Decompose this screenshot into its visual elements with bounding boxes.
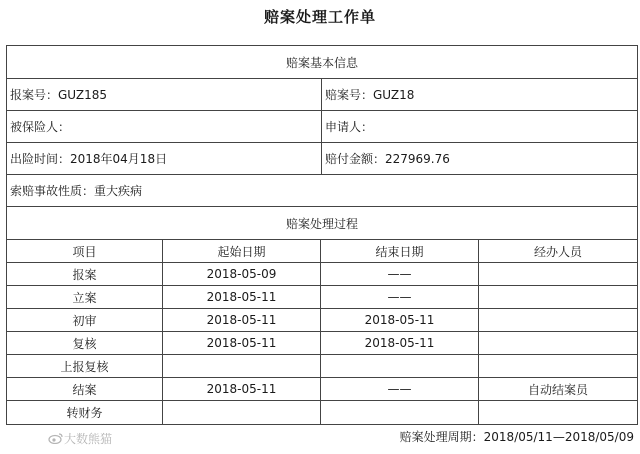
step-name: 复核 — [72, 336, 97, 351]
claim-number: 赔案号：GUZ18 — [321, 79, 637, 110]
col-header-item: 项目 — [72, 244, 97, 259]
step-name: 立案 — [72, 290, 97, 305]
step-name: 结案 — [72, 382, 97, 397]
start-date: 2018-05-11 — [162, 332, 320, 354]
page-title: 赔案处理工作单 — [263, 8, 376, 26]
handler: 自动结案员 — [478, 378, 637, 400]
claim-nature: 索赔事故性质：重大疾病 — [10, 184, 143, 198]
handler — [478, 309, 637, 331]
basic-info-section-title: 赔案基本信息 — [285, 55, 358, 70]
start-date: 2018-05-09 — [162, 263, 320, 285]
step-name: 上报复核 — [60, 359, 109, 374]
end-date: 2018-05-11 — [320, 309, 478, 331]
basic-info-header-row — [7, 46, 637, 79]
col-header-handler: 经办人员 — [478, 240, 637, 262]
table-row — [7, 378, 637, 401]
handler — [478, 355, 637, 377]
handler — [478, 332, 637, 354]
info-row-nature — [7, 175, 637, 207]
end-date: —— — [320, 378, 478, 400]
end-date: —— — [320, 286, 478, 308]
accident-time: 出险时间：2018年04月18日 — [10, 152, 168, 166]
handler — [478, 401, 637, 424]
table-row — [7, 332, 637, 355]
start-date — [162, 401, 320, 424]
start-date: 2018-05-11 — [162, 378, 320, 400]
info-row-parties — [7, 111, 637, 143]
handler — [478, 286, 637, 308]
end-date — [320, 401, 478, 424]
payout-amount: 赔付金额：227969.76 — [321, 143, 637, 174]
processing-period: 赔案处理周期：2018/05/11—2018/05/09 — [399, 430, 634, 444]
start-date — [162, 355, 320, 377]
applicant: 申请人： — [321, 111, 637, 142]
process-header-row — [7, 207, 637, 240]
start-date: 2018-05-11 — [162, 286, 320, 308]
process-column-headers — [7, 240, 637, 263]
end-date: 2018-05-11 — [320, 332, 478, 354]
weibo-icon — [48, 432, 64, 444]
handler — [478, 263, 637, 285]
watermark-text: 大数熊猫 — [64, 432, 113, 446]
col-header-end: 结束日期 — [320, 240, 478, 262]
table-row — [7, 309, 637, 332]
info-row-time-amount — [7, 143, 637, 175]
table-row — [7, 401, 637, 424]
table-row — [7, 355, 637, 378]
end-date — [320, 355, 478, 377]
process-section-title: 赔案处理过程 — [285, 216, 358, 231]
table-row — [7, 263, 637, 286]
start-date: 2018-05-11 — [162, 309, 320, 331]
step-name: 报案 — [72, 267, 97, 282]
col-header-start: 起始日期 — [162, 240, 320, 262]
watermark — [64, 430, 112, 447]
insured-person: 被保险人： — [10, 120, 71, 134]
info-row-numbers — [7, 79, 637, 111]
step-name: 初审 — [72, 313, 97, 328]
step-name: 转财务 — [66, 406, 103, 420]
report-number: 报案号：GUZ185 — [10, 88, 107, 102]
claim-form-table — [6, 45, 638, 425]
table-row — [7, 286, 637, 309]
end-date: —— — [320, 263, 478, 285]
